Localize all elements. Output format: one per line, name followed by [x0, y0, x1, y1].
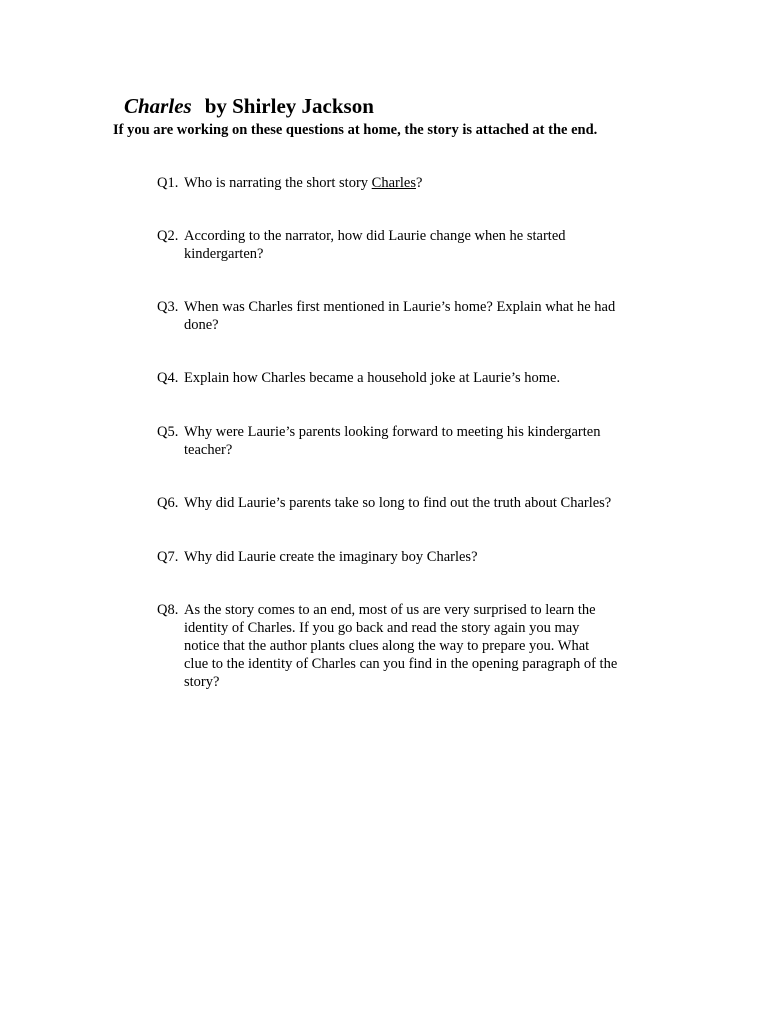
question-number: Q6. — [157, 495, 179, 511]
story-title: Charles — [124, 94, 192, 118]
story-title-underlined: Charles — [371, 175, 416, 191]
question-line: Why did Laurie create the imaginary boy Charles? — [184, 549, 478, 565]
question-line: teacher? — [184, 442, 233, 458]
page-title — [124, 94, 374, 118]
question-number: Q1. — [157, 175, 179, 191]
question-7 — [157, 548, 657, 566]
question-number: Q2. — [157, 228, 179, 244]
question-8 — [157, 601, 657, 691]
question-line: identity of Charles. If you go back and read the story again you may — [184, 620, 580, 636]
question-line: story? — [184, 674, 220, 690]
question-line: Who is narrating the short story Charles? — [184, 175, 423, 191]
question-line: Why did Laurie’s parents take so long to find out the truth about Charles? — [184, 495, 612, 511]
question-number: Q5. — [157, 424, 179, 440]
question-line: When was Charles first mentioned in Laurie’s home? Explain what he had — [184, 299, 616, 315]
question-line: Explain how Charles became a household joke at Laurie’s home. — [184, 370, 561, 386]
question-2 — [157, 227, 657, 263]
question-number: Q7. — [157, 549, 179, 565]
question-line: According to the narrator, how did Laurie change when he started — [184, 228, 566, 244]
question-line: done? — [184, 317, 219, 333]
question-3 — [157, 298, 657, 334]
question-1 — [157, 174, 657, 192]
question-line: notice that the author plants clues along the way to prepare you. What — [184, 638, 590, 654]
author-byline: by Shirley Jackson — [204, 94, 374, 118]
question-line: kindergarten? — [184, 246, 264, 262]
question-number: Q8. — [157, 602, 179, 618]
question-5 — [157, 423, 657, 459]
question-line: As the story comes to an end, most of us are very surprised to learn the — [184, 602, 596, 618]
question-number: Q3. — [157, 299, 179, 315]
question-number: Q4. — [157, 370, 179, 386]
instruction-note: If you are working on these questions at home, the story is attached at the end. — [113, 122, 598, 138]
question-4 — [157, 369, 657, 387]
question-6 — [157, 494, 657, 512]
question-line: clue to the identity of Charles can you find in the opening paragraph of the — [184, 656, 618, 672]
question-line: Why were Laurie’s parents looking forward to meeting his kindergarten — [184, 424, 601, 440]
